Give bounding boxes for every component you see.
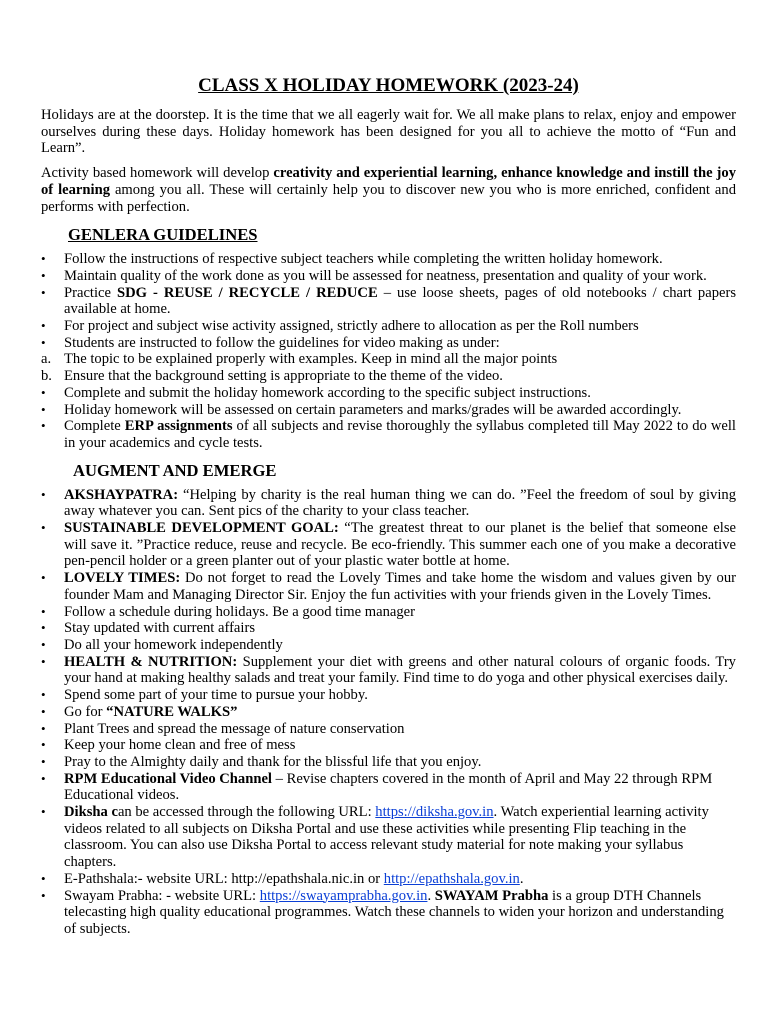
bullet-icon: • [41, 753, 46, 769]
list-item: • HEALTH & NUTRITION: Supplement your diet with greens and other natural colours of organic foods. Try your hand at making healthy salads and treat your family. Find time to do yoga and other physical exercises daily. [41, 653, 736, 687]
list-item-epathshala: • E-Pathshala:- website URL: http://epathshala.nic.in or http://epathshala.gov.in. [41, 870, 524, 887]
bullet-icon: • [41, 384, 46, 400]
guidelines-list [41, 251, 736, 451]
list-item: a. The topic to be explained properly with examples. Keep in mind all the major points [41, 351, 558, 368]
bullet-icon: • [41, 570, 46, 586]
epathshala-link[interactable]: http://epathshala.gov.in [383, 870, 520, 887]
list-item: • Students are instructed to follow the guidelines for video making as under: [41, 334, 500, 351]
list-item: • Plant Trees and spread the message of nature conservation [41, 720, 405, 737]
bullet-icon: • [41, 720, 46, 736]
bullet-icon: • [41, 334, 46, 350]
list-item-swayam: • Swayam Prabha: - website URL: https://swayamprabha.gov.in. SWAYAM Prabha is a group DTH Channels telecasting high quality educational programmes. Watch these channels to widen your horizon and understanding of subjects. [41, 887, 724, 937]
list-item: • RPM Educational Video Channel – Revise chapters covered in the month of April and May 22 through RPM Educational videos. [41, 770, 713, 804]
bullet-icon: • [41, 418, 46, 434]
list-item-diksha: • Diksha can be accessed through the following URL: https://diksha.gov.in. Watch experiential learning activity videos related to all subjects on Diksha Portal and use these activities while presenting Flip teaching in the classroom. You can also use Diksha Portal to access relevant study material for note making your syllabus chapters. [41, 804, 709, 871]
bullet-icon: • [41, 653, 46, 669]
bullet-icon: • [41, 251, 46, 267]
list-letter: a. [41, 351, 52, 368]
list-item: • Go for “NATURE WALKS” [41, 703, 238, 720]
list-item: • SUSTAINABLE DEVELOPMENT GOAL: “The greatest threat to our planet is the belief that someone else will save it. ”Practice reduce, reuse and recycle. Be eco-friendly. This summer each one of you make a decorative pen-pencil holder or a green planter out of your plastic water bottle at home. [41, 520, 736, 570]
diksha-link[interactable]: https://diksha.gov.in [375, 804, 494, 821]
list-item: • AKSHAYPATRA: “Helping by charity is the real human thing we can do. ”Feel the freedom of soul by giving away whatever you can. Sent pics of the charity to your class teacher. [41, 486, 736, 520]
bullet-icon: • [41, 703, 46, 719]
bullet-icon: • [41, 318, 46, 334]
bullet-icon: • [41, 804, 46, 820]
list-item: • Stay updated with current affairs [41, 620, 256, 637]
bullet-icon: • [41, 887, 46, 903]
list-item: • Do all your homework independently [41, 636, 283, 653]
bullet-icon: • [41, 620, 46, 636]
bullet-icon: • [41, 267, 46, 283]
bullet-icon: • [41, 401, 46, 417]
bullet-icon: • [41, 284, 46, 300]
augment-heading: AUGMENT AND EMERGE [73, 460, 277, 480]
intro-paragraph: Holidays are at the doorstep. It is the time that we all eagerly wait for. We all make plans to relax, enjoy and empower ourselves during these days. Holiday homework has been designed for you all to achieve the motto of “Fun and Learn”. [41, 107, 736, 157]
bullet-icon: • [41, 870, 46, 886]
bullet-icon: • [41, 737, 46, 753]
list-item: • LOVELY TIMES: Do not forget to read the Lovely Times and take home the wisdom and values given by our founder Mam and Managing Director Sir. Enjoy the fun activities with your friends given in the Lovely Times. [41, 570, 736, 603]
augment-list [41, 487, 736, 938]
bullet-icon: • [41, 687, 46, 703]
bullet-icon: • [41, 603, 46, 619]
guidelines-heading: GENLERA GUIDELINES [68, 225, 258, 245]
list-item: • For project and subject wise activity assigned, strictly adhere to allocation as per the Roll numbers [41, 318, 639, 335]
list-item: • Complete ERP assignments of all subjects and revise thoroughly the syllabus completed till May 2022 to do well in your academics and cycle tests. [41, 418, 736, 451]
list-item: b. Ensure that the background setting is appropriate to the theme of the video. [41, 368, 503, 385]
list-item: • Follow the instructions of respective subject teachers while completing the written holiday homework. [41, 251, 663, 268]
document-page [41, 74, 736, 938]
list-item: • Follow a schedule during holidays. Be a good time manager [41, 603, 415, 620]
list-item: • Practice SDG - REUSE / RECYCLE / REDUCE – use loose sheets, pages of old notebooks / chart papers available at home. [41, 284, 737, 318]
list-item: • Holiday homework will be assessed on certain parameters and marks/grades will be awarded accordingly. [41, 401, 682, 418]
bullet-icon: • [41, 770, 46, 786]
list-letter: b. [41, 368, 52, 385]
list-item: • Complete and submit the holiday homework according to the specific subject instructions. [41, 384, 591, 401]
bullet-icon: • [41, 520, 46, 536]
page-title: CLASS X HOLIDAY HOMEWORK (2023-24) [198, 75, 579, 96]
bullet-icon: • [41, 486, 46, 502]
list-item: • Spend some part of your time to pursue your hobby. [41, 687, 368, 704]
list-item: • Maintain quality of the work done as you will be assessed for neatness, presentation and quality of your work. [41, 267, 707, 284]
list-item: • Keep your home clean and free of mess [41, 737, 296, 754]
intro-paragraph-2: Activity based homework will develop creativity and experiential learning, enhance knowledge and instill the joy of learning among you all. These will certainly help you to discover new you who is more enriched, confident and performs with perfection. [41, 165, 736, 215]
list-item: • Pray to the Almighty daily and thank for the blissful life that you enjoy. [41, 753, 482, 770]
bullet-icon: • [41, 636, 46, 652]
swayam-link[interactable]: https://swayamprabha.gov.in [259, 887, 428, 904]
